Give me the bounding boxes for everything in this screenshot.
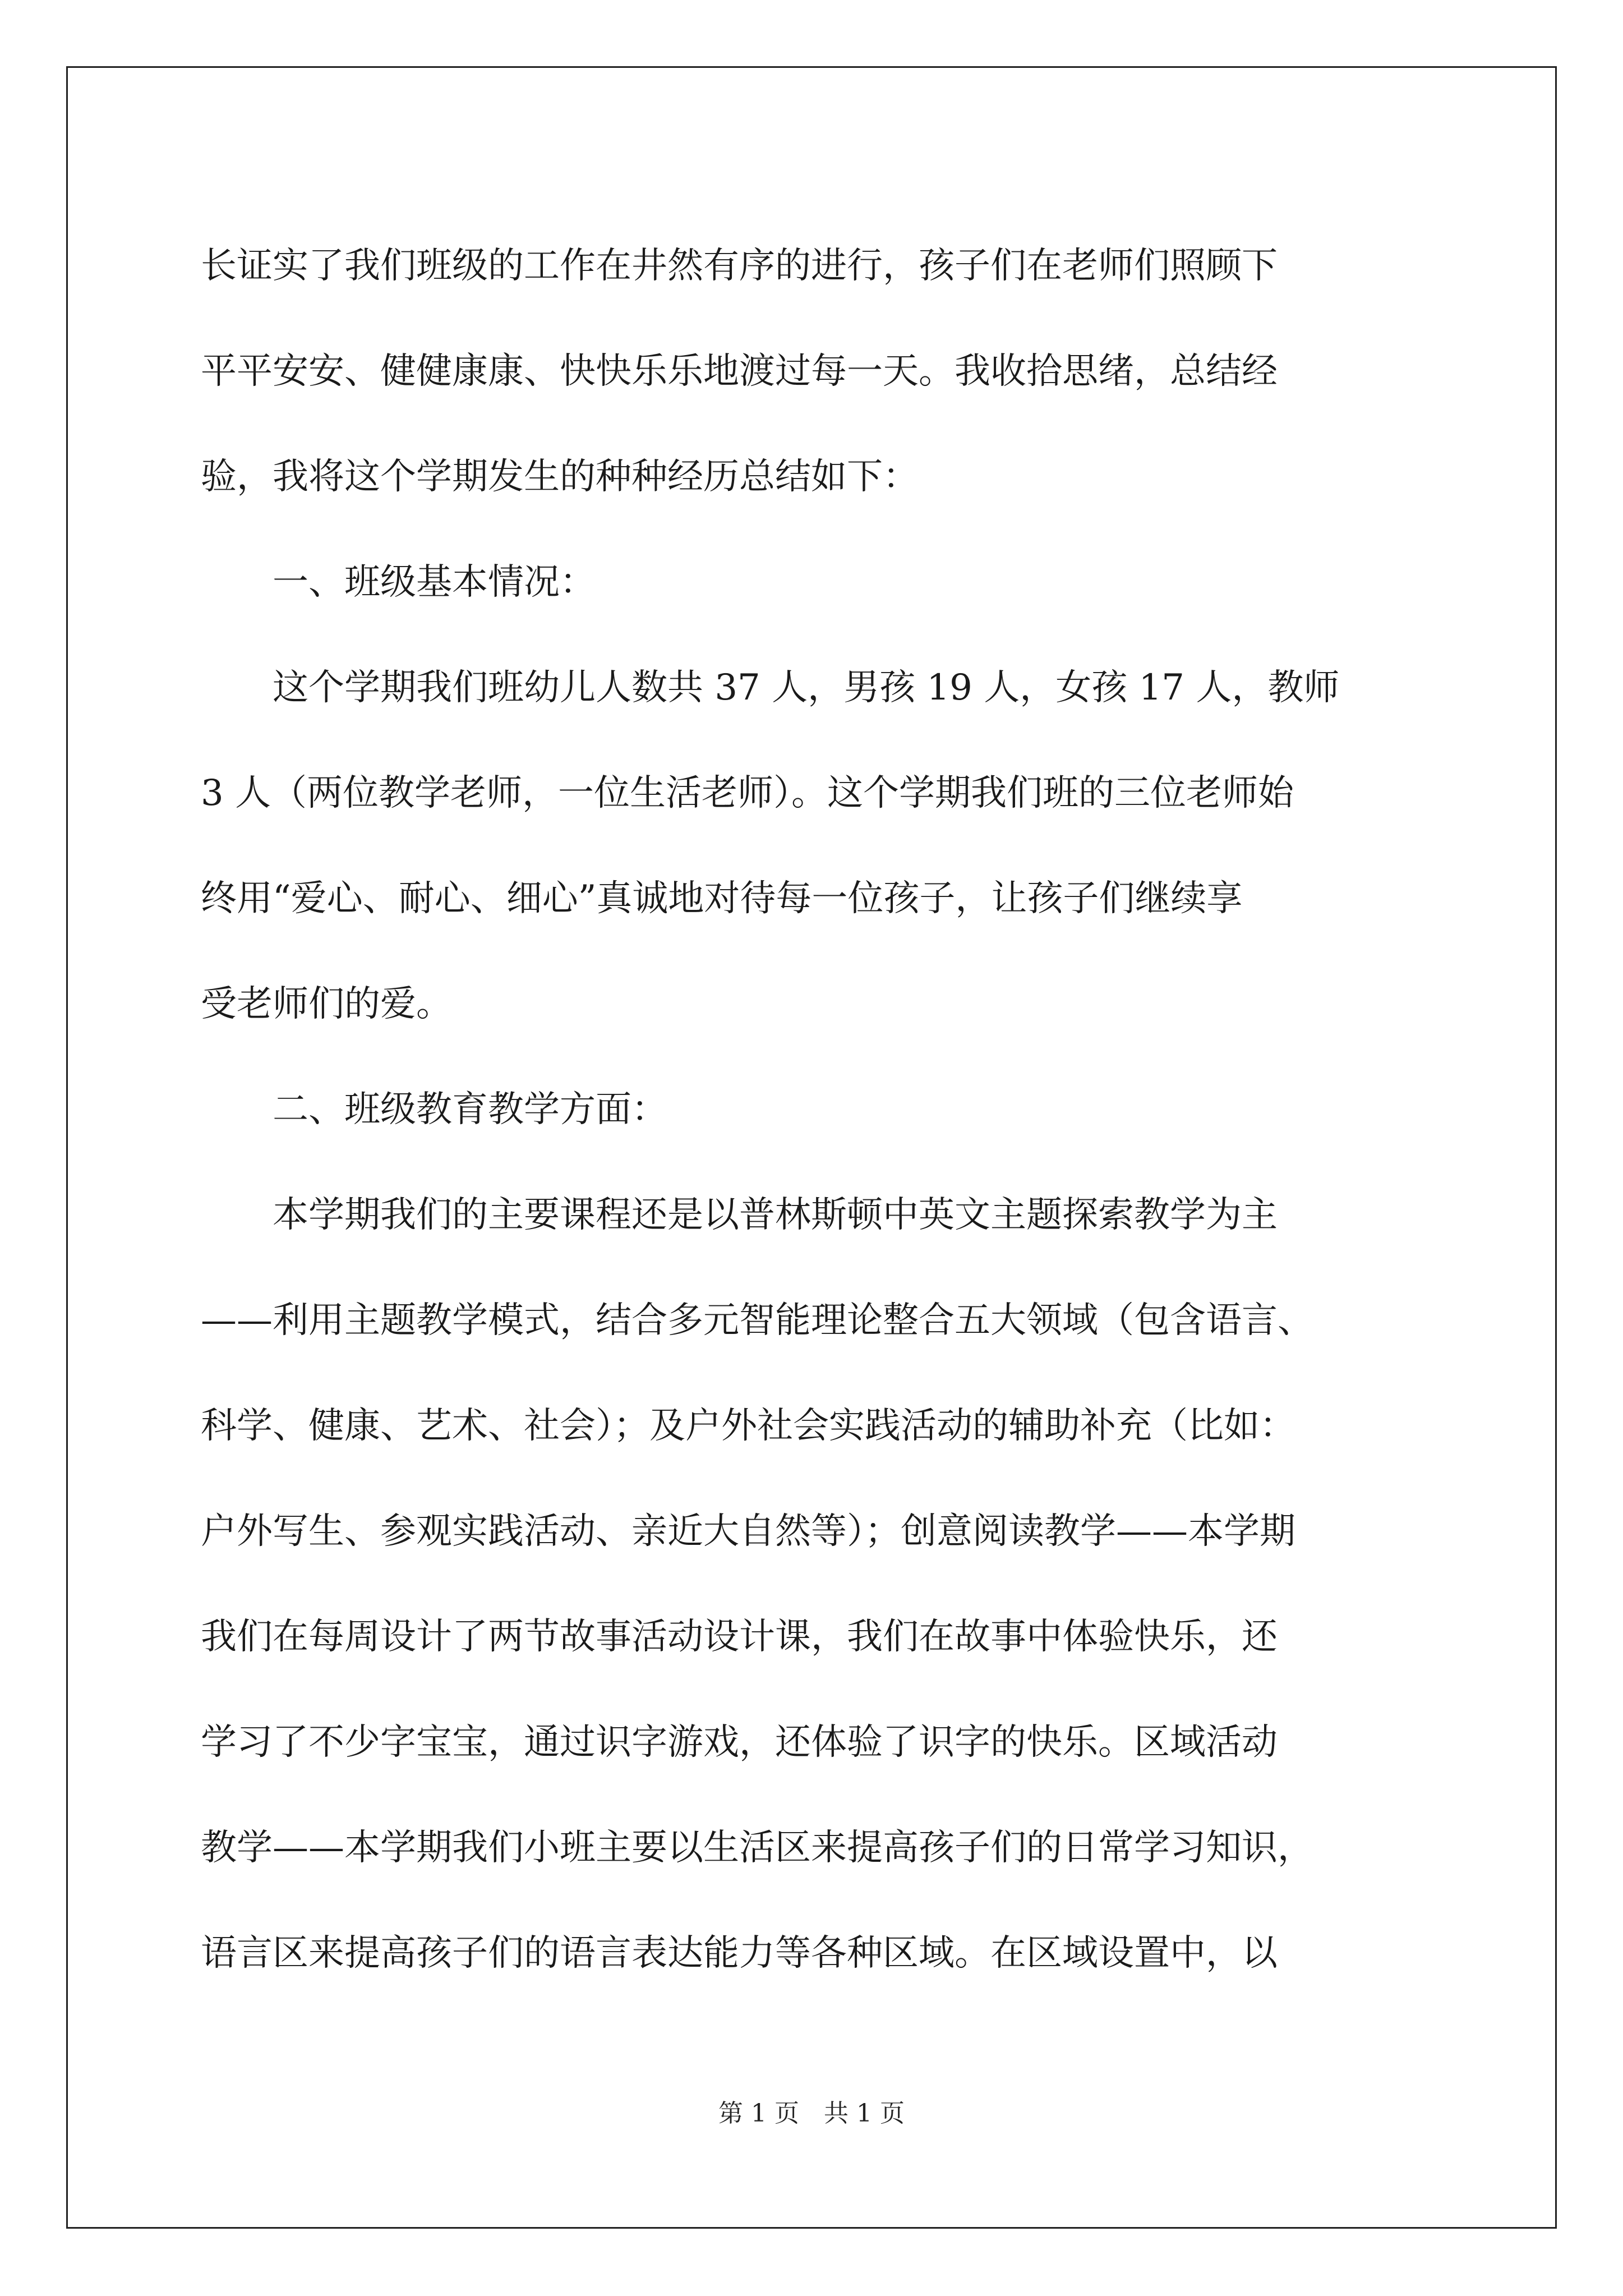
text-line: 3 人（两位教学老师，一位生活老师）。这个学期我们班的三位老师始 [201, 772, 1294, 814]
section-heading: 一、班级基本情况： [201, 562, 596, 603]
text-line: 长证实了我们班级的工作在井然有序的进行，孩子们在老师们照顾下 [201, 245, 1278, 287]
text-line: 学习了不少字宝宝，通过识字游戏，还体验了识字的快乐。区域活动 [201, 1722, 1278, 1763]
page-footer: 第 1 页 共 1 页 [718, 2099, 905, 2128]
text-line: 户外写生、参观实践活动、亲近大自然等）；创意阅读教学——本学期 [201, 1511, 1295, 1552]
section-heading: 二、班级教育教学方面： [201, 1089, 667, 1130]
text-line: 这个学期我们班幼儿人数共 37 人，男孩 19 人，女孩 17 人，教师 [201, 667, 1340, 708]
text-line: 我们在每周设计了两节故事活动设计课，我们在故事中体验快乐，还 [201, 1616, 1278, 1658]
document-body [201, 213, 1435, 2006]
text-line: 教学——本学期我们小班主要以生活区来提高孩子们的日常学习知识， [201, 1827, 1313, 1869]
text-line: 科学、健康、艺术、社会）；及户外社会实践活动的辅助补充（比如： [201, 1405, 1295, 1447]
text-line: 本学期我们的主要课程还是以普林斯顿中英文主题探索教学为主 [201, 1194, 1278, 1236]
text-line: 终用“爱心、耐心、细心”真诚地对待每一位孩子，让孩子们继续享 [201, 878, 1243, 919]
text-line: 平平安安、健健康康、快快乐乐地渡过每一天。我收拾思绪，总结经 [201, 351, 1278, 392]
text-line: 语言区来提高孩子们的语言表达能力等各种区域。在区域设置中，以 [201, 1932, 1278, 1974]
text-line: ——利用主题教学模式，结合多元智能理论整合五大领域（包含语言、 [201, 1300, 1313, 1341]
text-line: 验，我将这个学期发生的种种经历总结如下： [201, 456, 919, 498]
text-line: 受老师们的爱。 [201, 983, 452, 1025]
